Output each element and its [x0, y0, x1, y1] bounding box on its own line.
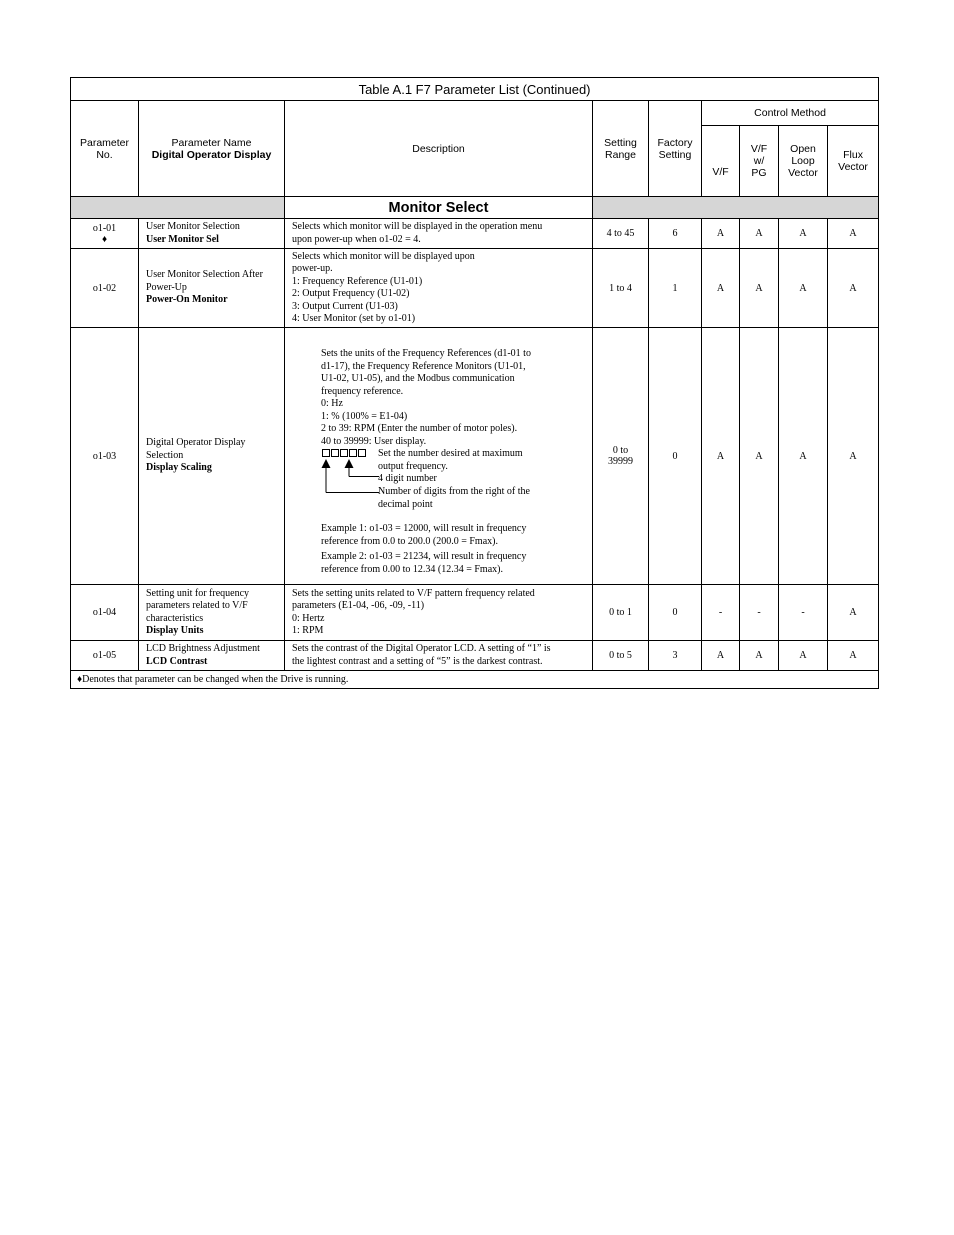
diagram-label-decimal: Number of digits from the right of the decimal point: [378, 486, 530, 510]
description-text: Sets the units of the Frequency References (d1-01 to d1-17), the Frequency Reference Monitors (U1-01, U1-02, U1-05), and the Modbus communication frequency reference. 0: Hz 1: % (100% = E1-04) 2 to 39: RPM (Enter the number of motor poles). 40 to 39999: User display.: [321, 348, 531, 447]
method-vf: A: [702, 249, 740, 328]
table-footnote: ♦Denotes that parameter can be changed when the Drive is running.: [71, 671, 879, 689]
setting-range: 0 to 1: [593, 585, 649, 641]
setting-range: 0 to 5: [593, 641, 649, 671]
method-vf-pg: A: [740, 219, 779, 249]
method-vf-pg: A: [740, 328, 779, 585]
method-olv: A: [779, 328, 828, 585]
factory-setting: 3: [649, 641, 702, 671]
param-description: Selects which monitor will be displayed in the operation menu upon power-up when o1-02 = 4.: [285, 219, 593, 249]
runtime-change-marker: ♦: [101, 233, 108, 245]
factory-setting: 0: [649, 328, 702, 585]
method-vf-pg: -: [740, 585, 779, 641]
setting-range: 1 to 4: [593, 249, 649, 328]
table-row: [71, 585, 879, 641]
factory-setting: 6: [649, 219, 702, 249]
section-band-left: [71, 197, 285, 219]
example-2: Example 2: o1-03 = 21234, will result in frequency reference from 0.00 to 12.34 (12.34 = Fmax).: [321, 551, 527, 575]
param-name: User Monitor Selection User Monitor Sel: [139, 219, 285, 249]
diagram-label-digits: 4 digit number: [378, 473, 437, 484]
param-name: LCD Brightness Adjustment LCD Contrast: [139, 641, 285, 671]
header-param-name: Parameter Name Digital Operator Display: [139, 101, 285, 197]
table-row: [71, 328, 879, 585]
method-vf: A: [702, 219, 740, 249]
method-flux: A: [828, 219, 879, 249]
param-no: o1-04: [71, 585, 139, 641]
method-vf: A: [702, 328, 740, 585]
method-olv: A: [779, 641, 828, 671]
param-no: o1-03: [71, 328, 139, 585]
digit-diagram: [321, 447, 381, 507]
param-no: o1-05: [71, 641, 139, 671]
param-name: Setting unit for frequency parameters related to V/F characteristics Display Units: [139, 585, 285, 641]
header-vf-pg: V/F w/ PG: [740, 126, 779, 197]
table-title: Table A.1 F7 Parameter List (Continued): [71, 78, 879, 101]
method-vf: -: [702, 585, 740, 641]
table-row: [71, 219, 879, 249]
method-olv: -: [779, 585, 828, 641]
method-flux: A: [828, 641, 879, 671]
header-param-no: Parameter No.: [71, 101, 139, 197]
table-row: [71, 641, 879, 671]
header-description: Description: [285, 101, 593, 197]
param-description: Sets the contrast of the Digital Operator LCD. A setting of “1” is the lightest contrast and a setting of “5” is the darkest contrast.: [285, 641, 593, 671]
method-olv: A: [779, 219, 828, 249]
example-1: Example 1: o1-03 = 12000, will result in frequency reference from 0.0 to 200.0 (200.0 = Fmax).: [321, 523, 527, 547]
section-band-right: [593, 197, 879, 219]
param-no: o1-01 ♦: [71, 219, 139, 249]
param-description: Selects which monitor will be displayed upon power-up. 1: Frequency Reference (U1-01) 2: Output Frequency (U1-02) 3: Output Current (U1-03) 4: User Monitor (set by o1-01): [285, 249, 593, 328]
header-vf: V/F: [702, 126, 740, 197]
param-name: Digital Operator Display Selection Display Scaling: [139, 328, 285, 585]
method-vf-pg: A: [740, 249, 779, 328]
param-description: Sets the setting units related to V/F pattern frequency related parameters (E1-04, -06, -09, -11) 0: Hertz 1: RPM: [285, 585, 593, 641]
method-flux: A: [828, 328, 879, 585]
header-control-method: Control Method: [702, 101, 879, 126]
header-setting-range: Setting Range: [593, 101, 649, 197]
section-title: Monitor Select: [285, 197, 593, 219]
factory-setting: 1: [649, 249, 702, 328]
setting-range: 0 to 39999: [593, 328, 649, 585]
parameter-table: [70, 77, 879, 689]
header-factory-setting: Factory Setting: [649, 101, 702, 197]
param-name: User Monitor Selection After Power-Up Power-On Monitor: [139, 249, 285, 328]
header-open-loop-vector: Open Loop Vector: [779, 126, 828, 197]
method-vf-pg: A: [740, 641, 779, 671]
method-flux: A: [828, 249, 879, 328]
method-flux: A: [828, 585, 879, 641]
method-vf: A: [702, 641, 740, 671]
header-flux-vector: Flux Vector: [828, 126, 879, 197]
method-olv: A: [779, 249, 828, 328]
factory-setting: 0: [649, 585, 702, 641]
table-row: [71, 249, 879, 328]
diagram-label-max: Set the number desired at maximum output frequency.: [378, 448, 523, 472]
param-description: [285, 328, 593, 585]
param-no: o1-02: [71, 249, 139, 328]
section-row: [71, 197, 879, 219]
setting-range: 4 to 45: [593, 219, 649, 249]
